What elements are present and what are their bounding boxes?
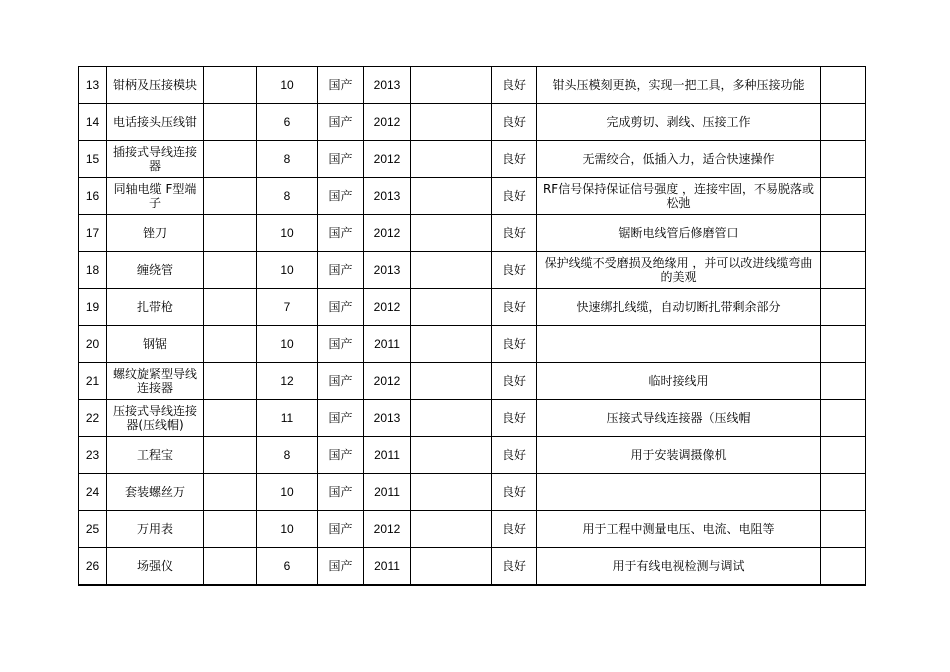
quantity: 12	[257, 363, 318, 400]
origin: 国产	[318, 252, 364, 289]
blank-cell	[411, 178, 492, 215]
description: 用于工程中测量电压、电流、电阻等	[537, 511, 821, 548]
row-number: 16	[79, 178, 107, 215]
description: 快速绑扎线缆，自动切断扎带剩余部分	[537, 289, 821, 326]
table-row	[79, 104, 866, 141]
row-number: 20	[79, 326, 107, 363]
blank-cell	[204, 511, 257, 548]
quantity: 8	[257, 178, 318, 215]
blank-cell	[411, 289, 492, 326]
origin: 国产	[318, 178, 364, 215]
year: 2013	[364, 67, 411, 104]
condition-status: 良好	[492, 141, 537, 178]
item-name: 插接式导线连接器	[107, 141, 204, 178]
table-row	[79, 67, 866, 104]
quantity: 11	[257, 400, 318, 437]
blank-cell	[821, 178, 866, 215]
blank-cell	[204, 252, 257, 289]
table-row	[79, 437, 866, 474]
item-name: 螺纹旋紧型导线连接器	[107, 363, 204, 400]
row-number: 17	[79, 215, 107, 252]
quantity: 10	[257, 326, 318, 363]
blank-cell	[821, 511, 866, 548]
blank-cell	[204, 141, 257, 178]
description: 临时接线用	[537, 363, 821, 400]
condition-status: 良好	[492, 178, 537, 215]
item-name: 工程宝	[107, 437, 204, 474]
description	[537, 326, 821, 363]
year: 2011	[364, 474, 411, 511]
blank-cell	[411, 215, 492, 252]
table-row	[79, 141, 866, 178]
year: 2013	[364, 252, 411, 289]
row-number: 13	[79, 67, 107, 104]
description: 用于安装调摄像机	[537, 437, 821, 474]
description: 钳头压模刻更换，实现一把工具，多种压接功能	[537, 67, 821, 104]
origin: 国产	[318, 215, 364, 252]
origin: 国产	[318, 67, 364, 104]
condition-status: 良好	[492, 511, 537, 548]
condition-status: 良好	[492, 437, 537, 474]
quantity: 7	[257, 289, 318, 326]
blank-cell	[411, 400, 492, 437]
item-name: 同轴电缆 F型端子	[107, 178, 204, 215]
table-row	[79, 215, 866, 252]
blank-cell	[204, 474, 257, 511]
year: 2012	[364, 511, 411, 548]
blank-cell	[411, 252, 492, 289]
origin: 国产	[318, 141, 364, 178]
condition-status: 良好	[492, 474, 537, 511]
description: 锯断电线管后修磨管口	[537, 215, 821, 252]
year: 2012	[364, 141, 411, 178]
blank-cell	[204, 104, 257, 141]
blank-cell	[204, 437, 257, 474]
blank-cell	[821, 104, 866, 141]
row-number: 24	[79, 474, 107, 511]
description: 压接式导线连接器（压线帽	[537, 400, 821, 437]
quantity: 10	[257, 511, 318, 548]
year: 2011	[364, 326, 411, 363]
row-number: 19	[79, 289, 107, 326]
row-number: 14	[79, 104, 107, 141]
blank-cell	[411, 474, 492, 511]
table-row	[79, 252, 866, 289]
blank-cell	[821, 363, 866, 400]
year: 2013	[364, 400, 411, 437]
origin: 国产	[318, 437, 364, 474]
condition-status: 良好	[492, 67, 537, 104]
table-row	[79, 511, 866, 548]
description: RF信号保持保证信号强度 ，连接牢固，不易脱落或松弛	[537, 178, 821, 215]
blank-cell	[204, 548, 257, 585]
origin: 国产	[318, 289, 364, 326]
blank-cell	[204, 363, 257, 400]
equipment-table	[78, 66, 866, 586]
blank-cell	[204, 215, 257, 252]
description	[537, 474, 821, 511]
year: 2011	[364, 437, 411, 474]
condition-status: 良好	[492, 289, 537, 326]
description: 无需绞合，低插入力，适合快速操作	[537, 141, 821, 178]
row-number: 15	[79, 141, 107, 178]
item-name: 万用表	[107, 511, 204, 548]
blank-cell	[204, 400, 257, 437]
item-name: 场强仪	[107, 548, 204, 585]
item-name: 压接式导线连接器(压线帽)	[107, 400, 204, 437]
blank-cell	[204, 67, 257, 104]
blank-cell	[411, 437, 492, 474]
description: 完成剪切、剥线、压接工作	[537, 104, 821, 141]
year: 2011	[364, 548, 411, 585]
quantity: 10	[257, 215, 318, 252]
blank-cell	[204, 326, 257, 363]
table-row	[79, 289, 866, 326]
origin: 国产	[318, 326, 364, 363]
row-number: 18	[79, 252, 107, 289]
row-number: 23	[79, 437, 107, 474]
row-number: 26	[79, 548, 107, 585]
quantity: 10	[257, 67, 318, 104]
blank-cell	[821, 474, 866, 511]
year: 2013	[364, 178, 411, 215]
year: 2012	[364, 363, 411, 400]
blank-cell	[411, 363, 492, 400]
table-body	[79, 67, 866, 585]
item-name: 锉刀	[107, 215, 204, 252]
origin: 国产	[318, 548, 364, 585]
blank-cell	[821, 548, 866, 585]
condition-status: 良好	[492, 326, 537, 363]
condition-status: 良好	[492, 400, 537, 437]
origin: 国产	[318, 400, 364, 437]
item-name: 扎带枪	[107, 289, 204, 326]
condition-status: 良好	[492, 363, 537, 400]
condition-status: 良好	[492, 252, 537, 289]
blank-cell	[821, 215, 866, 252]
year: 2012	[364, 215, 411, 252]
blank-cell	[411, 511, 492, 548]
blank-cell	[411, 104, 492, 141]
table-row	[79, 178, 866, 215]
table-row	[79, 400, 866, 437]
table-row	[79, 548, 866, 585]
origin: 国产	[318, 511, 364, 548]
quantity: 8	[257, 437, 318, 474]
row-number: 21	[79, 363, 107, 400]
blank-cell	[821, 141, 866, 178]
item-name: 钢锯	[107, 326, 204, 363]
item-name: 钳柄及压接模块	[107, 67, 204, 104]
origin: 国产	[318, 104, 364, 141]
table-row	[79, 363, 866, 400]
blank-cell	[821, 289, 866, 326]
table-row	[79, 474, 866, 511]
quantity: 10	[257, 252, 318, 289]
quantity: 8	[257, 141, 318, 178]
condition-status: 良好	[492, 548, 537, 585]
blank-cell	[821, 437, 866, 474]
blank-cell	[821, 400, 866, 437]
blank-cell	[411, 548, 492, 585]
blank-cell	[411, 141, 492, 178]
blank-cell	[821, 326, 866, 363]
condition-status: 良好	[492, 104, 537, 141]
condition-status: 良好	[492, 215, 537, 252]
description: 保护线缆不受磨损及绝缘用 ，并可以改进线缆弯曲的美观	[537, 252, 821, 289]
origin: 国产	[318, 363, 364, 400]
item-name: 缠绕管	[107, 252, 204, 289]
blank-cell	[411, 326, 492, 363]
blank-cell	[204, 178, 257, 215]
quantity: 10	[257, 474, 318, 511]
table-row	[79, 326, 866, 363]
row-number: 25	[79, 511, 107, 548]
row-number: 22	[79, 400, 107, 437]
quantity: 6	[257, 548, 318, 585]
year: 2012	[364, 104, 411, 141]
quantity: 6	[257, 104, 318, 141]
blank-cell	[821, 67, 866, 104]
description: 用于有线电视检测与调试	[537, 548, 821, 585]
blank-cell	[204, 289, 257, 326]
item-name: 电话接头压线钳	[107, 104, 204, 141]
blank-cell	[821, 252, 866, 289]
year: 2012	[364, 289, 411, 326]
blank-cell	[411, 67, 492, 104]
origin: 国产	[318, 474, 364, 511]
item-name: 套装螺丝万	[107, 474, 204, 511]
